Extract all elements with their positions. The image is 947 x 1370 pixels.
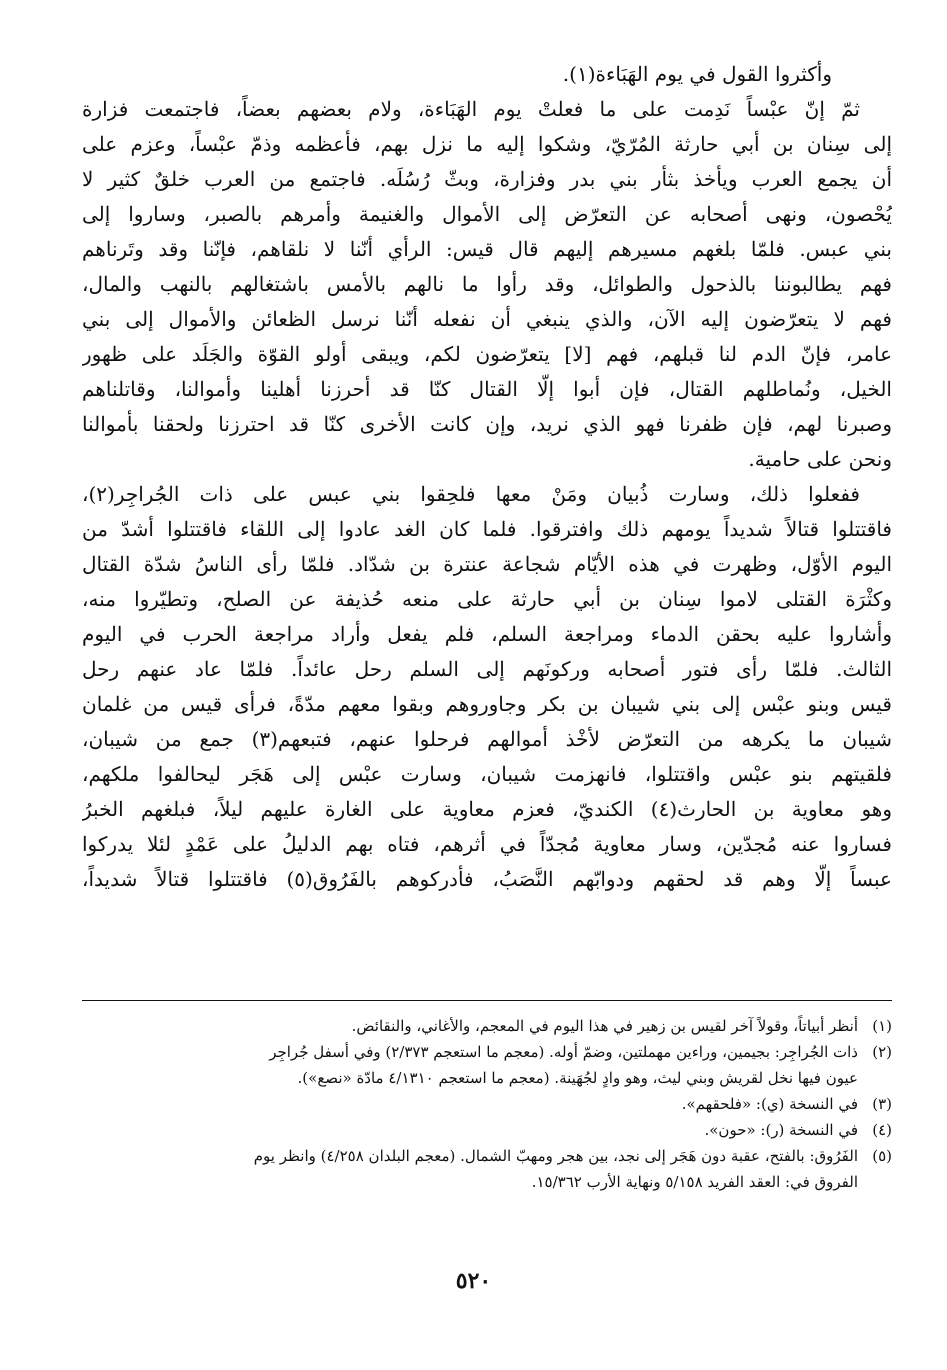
text-line: وأكثروا القول في يوم الهَبَاءة(١). [562, 62, 832, 86]
text-line: اليوم الأوّل، وظهرت في هذه الأيّام شجاعة عنترة بن شدّاد. فلمّا رأى الناسُ شدّة القتال [82, 552, 892, 576]
text-line: عامر، فإنّ الدم لنا قبلهم، فهم [لا] يتعرّضون لكم، ويبقى أولو القوّة والجَلَد على ظهور [82, 342, 892, 366]
footnote [82, 1117, 892, 1143]
text-line: فلقيتهم بنو عبْس واقتتلوا، فانهزمت شيبان، وسارت عبْس إلى هَجَر ليحالفوا ملكهم، [82, 762, 892, 786]
footnote-number: (٥) [872, 1147, 892, 1165]
text-line: وهو معاوية بن الحارث(٤) الكنديّ، فعزم معاوية على الغارة عليهم ليلاً، فبلغهم الخبرُ [82, 797, 892, 821]
text-line: فهم لا يتعرّضون إليه الآن، والذي ينبغي أن نفعله أنّنا نرسل الظعائن والأموال إلى بني [82, 307, 892, 331]
footnote-text: الفروق في: العقد الفريد ٥/١٥٨ ونهاية الأرب ١٥/٣٦٢. [531, 1173, 858, 1191]
footnote-text: في النسخة (ر): «حون». [704, 1121, 858, 1139]
footnote-text: الفَرُوق: بالفتح، عقبة دون هَجَر إلى نجد، بين هجر ومهبّ الشمال. (معجم البلدان ٤/٢٥٨) وانظر يوم [253, 1147, 858, 1165]
text-line: أن يجمع العرب ويأخذ بثأر بني بدر وفزارة، وبثّ رُسُلَه. فاجتمع من العرب خلقٌ كثير لا [82, 167, 892, 191]
footnote [82, 1039, 892, 1065]
text-line: ثمّ إنّ عبْساً نَدِمت على ما فعلتْ يوم الهَبَاءة، ولام بعضهم بعضاً، فاجتمعت فزارة [82, 97, 860, 121]
footnotes [82, 1013, 892, 1195]
footnote-text: عيون فيها نخل لقريش وبني ليث، وهو وادٍ لجُهَينة. (معجم ما استعجم ٤/١٣١٠ مادّة «نصع»). [297, 1069, 858, 1087]
text-line: قيس وبنو عبْس إلى بني شيبان بن بكر وجاوروهم وبقوا معهم مدّةً، فرأى قيس من غلمان [82, 692, 892, 716]
text-line: فهم يطالبوننا بالذحول والطوائل، وقد رأوا ما نالهم بالأمس باشتغالهم بالنهب والمال، [82, 272, 892, 296]
footnote-number: (١) [872, 1017, 892, 1035]
footnote-continuation [82, 1169, 892, 1195]
footnote-number: (٤) [872, 1121, 892, 1139]
footnote-number: (٢) [872, 1043, 892, 1061]
text-line: شيبان ما يكرهه من التعرّض لأخْذ أموالهم فرحلوا عنهم، فتبعهم(٣) جمع من شيبان، [82, 727, 892, 751]
text-line: ونحن على حامية. [748, 447, 892, 471]
text-line: الخيل، ونُماطلهم القتال، فإن أبوا إلّا القتال كنّا قد أحرزنا أهلينا وأموالنا، وقاتلناهم [82, 377, 892, 401]
footnote-continuation [82, 1065, 892, 1091]
main-text [82, 57, 892, 897]
footnote-text: في النسخة (ي): «فلحقهم». [681, 1095, 858, 1113]
text-line: عبساً إلّا وهم قد لحقهم ودوابّهم النَّصَبُ، فأدركوهم بالفَرُوق(٥) فاقتتلوا قتالاً شديداً، [82, 867, 892, 891]
text-line: فاقتتلوا قتالاً شديداً يومهم ذلك وافترقوا. فلما كان الغد عادوا إلى اللقاء فاقتتلوا أشدّ من [82, 517, 892, 541]
text-line: الثالث. فلمّا رأى فتور أصحابه وركونَهم إلى السلم رحل عائداً. فلمّا عاد عنهم رحل [82, 657, 892, 681]
footnote-number: (٣) [872, 1095, 892, 1113]
text-line: وصبرنا لهم، فإن ظفرنا فهو الذي نريد، وإن كانت الأخرى كنّا قد احترزنا ولحقنا بأموالنا [82, 412, 892, 436]
text-line: فساروا عنه مُجدّين، وسار معاوية مُجدّاً في أثرهم، فتاه بهم الدليلُ على عَمْدٍ لئلا يدركوا [82, 832, 892, 856]
footnote [82, 1143, 892, 1169]
text-line: يُحْصون، ونهى أصحابه عن التعرّض إلى الأموال والغنيمة وأمرهم بالصبر، وساروا إلى [82, 202, 892, 226]
text-line: إلى سِنان بن أبي حارثة المُرّيّ، وشكوا إليه ما نزل بهم، فأعظمه وذمّ عبْساً، وعزم على [82, 132, 892, 156]
text-line: وأشاروا عليه بحقن الدماء ومراجعة السلم، فلم يفعل وأراد مراجعة الحرب في اليوم [82, 622, 892, 646]
text-line: ففعلوا ذلك، وسارت ذُبيان ومَنْ معها فلحِقوا بني عبس على ذات الجُراجِر(٢)، [82, 482, 860, 506]
page-number: ٥٢٠ [455, 1268, 492, 1294]
footnote [82, 1013, 892, 1039]
footnote [82, 1091, 892, 1117]
text-line: وكثْرَة القتلى لاموا سِنان بن أبي حارثة على منعه حُذيفة عن الصلح، وتطيّروا منه، [82, 587, 892, 611]
footnote-text: ذات الجُراجِر: بجيمين، وراءين مهملتين، وضمّ أوله. (معجم ما استعجم ٢/٣٧٣) وفي أسفل جُراجِر [269, 1043, 858, 1061]
footnote-divider [82, 1000, 892, 1001]
text-line: بني عبس. فلمّا بلغهم مسيرهم إليهم قال قيس: الرأي أنّنا لا نلقاهم، فإنّنا وقد وتَرناهم [82, 237, 892, 261]
footnote-text: أنظر أبياتاً، وقولاً آخر لقيس بن زهير في هذا اليوم في المعجم، والأغاني، والنقائض. [351, 1017, 858, 1035]
